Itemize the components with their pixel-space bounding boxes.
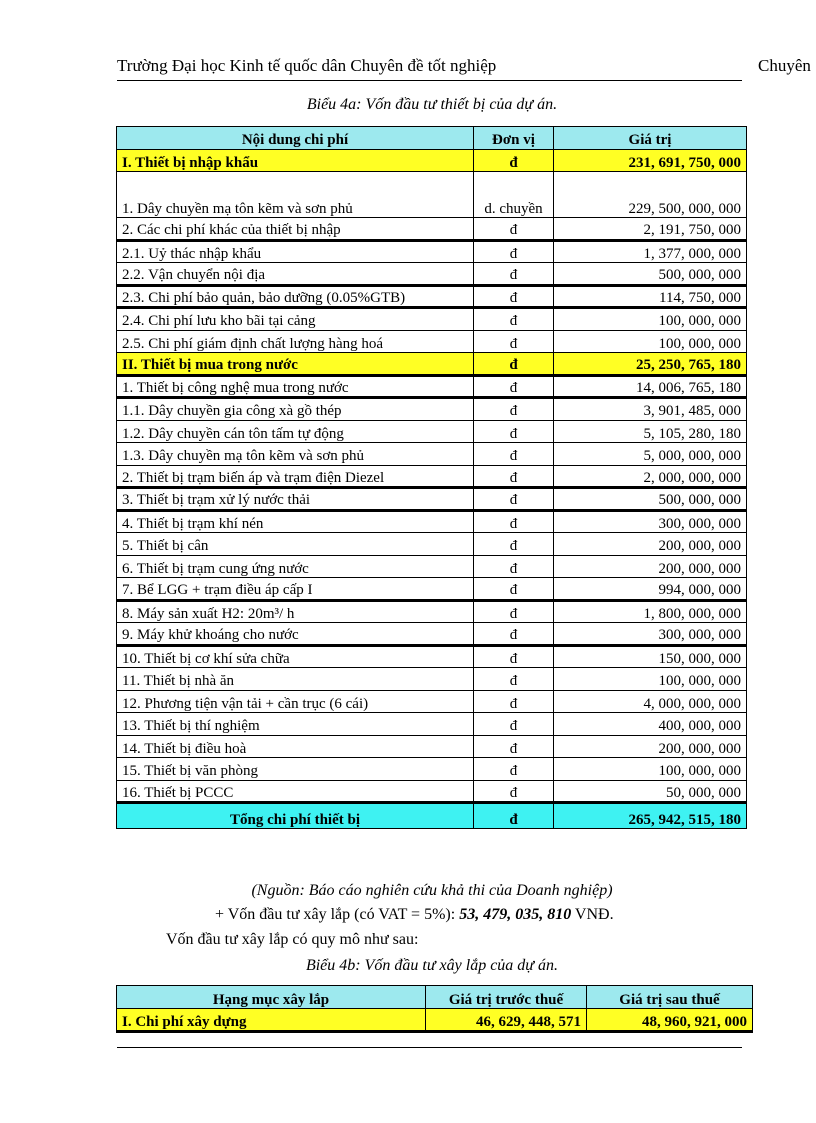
equipment-cost-table bbox=[116, 126, 747, 829]
row-label: 15. Thiết bị văn phòng bbox=[117, 758, 474, 781]
row-value: 25, 250, 765, 180 bbox=[554, 353, 747, 376]
row-unit: đ bbox=[474, 578, 554, 601]
row-unit: đ bbox=[474, 510, 554, 533]
row-unit: đ bbox=[474, 690, 554, 713]
total-row bbox=[117, 803, 747, 829]
row-value: 500, 000, 000 bbox=[554, 488, 747, 511]
table-row bbox=[117, 533, 747, 556]
col-header-before-tax: Giá trị trước thuế bbox=[426, 986, 587, 1009]
row-value: 2, 191, 750, 000 bbox=[554, 218, 747, 241]
row-label: 13. Thiết bị thí nghiệm bbox=[117, 713, 474, 736]
row-unit: đ bbox=[474, 443, 554, 466]
row-unit: đ bbox=[474, 218, 554, 241]
table-row bbox=[117, 623, 747, 646]
row-value: 1, 800, 000, 000 bbox=[554, 600, 747, 623]
row-value: 114, 750, 000 bbox=[554, 285, 747, 308]
row-value: 100, 000, 000 bbox=[554, 308, 747, 331]
table-row bbox=[117, 668, 747, 691]
table-row bbox=[117, 645, 747, 668]
table-row bbox=[117, 420, 747, 443]
header-rule bbox=[117, 80, 742, 81]
row-unit: đ bbox=[474, 330, 554, 353]
row-unit: đ bbox=[474, 308, 554, 331]
intro-text: Vốn đầu tư xây lắp có quy mô như sau: bbox=[166, 931, 419, 948]
row-label: 5. Thiết bị cân bbox=[117, 533, 474, 556]
row-value: 4, 000, 000, 000 bbox=[554, 690, 747, 713]
row-label: II. Thiết bị mua trong nước bbox=[117, 353, 474, 376]
table-b-caption: Biểu 4b: Vốn đầu tư xây lắp của dự án. bbox=[305, 957, 559, 974]
row-value: 150, 000, 000 bbox=[554, 645, 747, 668]
col-header-item: Hạng mục xây lắp bbox=[117, 986, 426, 1009]
row-value: 200, 000, 000 bbox=[554, 555, 747, 578]
table-row bbox=[117, 172, 747, 218]
row-label: 9. Máy khử khoáng cho nước bbox=[117, 623, 474, 646]
row-unit: đ bbox=[474, 735, 554, 758]
row-label: 12. Phương tiện vận tải + cần trục (6 cái) bbox=[117, 690, 474, 713]
table-row bbox=[117, 488, 747, 511]
table-row bbox=[117, 780, 747, 803]
row-label: 1.1. Dây chuyền gia công xà gồ thép bbox=[117, 398, 474, 421]
row-unit: đ bbox=[474, 398, 554, 421]
table-row bbox=[117, 600, 747, 623]
row-unit: đ bbox=[474, 149, 554, 172]
col-header-unit: Đơn vị bbox=[474, 127, 554, 150]
row-label: 2.4. Chi phí lưu kho bãi tại cảng bbox=[117, 308, 474, 331]
row-before-tax: 46, 629, 448, 571 bbox=[426, 1009, 587, 1032]
row-label: 11. Thiết bị nhà ăn bbox=[117, 668, 474, 691]
row-unit: đ bbox=[474, 668, 554, 691]
row-value: 300, 000, 000 bbox=[554, 510, 747, 533]
row-label: 2.5. Chi phí giám định chất lượng hàng hoá bbox=[117, 330, 474, 353]
table-row bbox=[117, 240, 747, 263]
table-row bbox=[117, 285, 747, 308]
row-label: I. Chi phí xây dựng bbox=[117, 1009, 426, 1032]
row-label: 3. Thiết bị trạm xử lý nước thải bbox=[117, 488, 474, 511]
row-label: 16. Thiết bị PCCC bbox=[117, 780, 474, 803]
row-label: 4. Thiết bị trạm khí nén bbox=[117, 510, 474, 533]
row-label: 1.3. Dây chuyền mạ tôn kẽm và sơn phủ bbox=[117, 443, 474, 466]
table-row bbox=[117, 308, 747, 331]
row-value: 300, 000, 000 bbox=[554, 623, 747, 646]
row-label: 2.3. Chi phí bảo quản, bảo dưỡng (0.05%GTB) bbox=[117, 285, 474, 308]
row-label: 10. Thiết bị cơ khí sửa chữa bbox=[117, 645, 474, 668]
table-row bbox=[117, 758, 747, 781]
row-unit: đ bbox=[474, 420, 554, 443]
section-row bbox=[117, 1009, 753, 1032]
capital-prefix: + Vốn đầu tư xây lắp (có VAT = 5%): bbox=[215, 906, 460, 923]
row-label: 1. Dây chuyền mạ tôn kẽm và sơn phủ bbox=[117, 172, 474, 218]
row-value: 229, 500, 000, 000 bbox=[554, 172, 747, 218]
row-value: 200, 000, 000 bbox=[554, 735, 747, 758]
row-after-tax: 48, 960, 921, 000 bbox=[587, 1009, 753, 1032]
table-row bbox=[117, 330, 747, 353]
row-unit: đ bbox=[474, 600, 554, 623]
table-row bbox=[117, 398, 747, 421]
row-value: 994, 000, 000 bbox=[554, 578, 747, 601]
row-unit: đ bbox=[474, 488, 554, 511]
col-header-value: Giá trị bbox=[554, 127, 747, 150]
table-row bbox=[117, 465, 747, 488]
col-header-after-tax: Giá trị sau thuế bbox=[587, 986, 753, 1009]
table-row bbox=[117, 713, 747, 736]
row-label: 6. Thiết bị trạm cung ứng nước bbox=[117, 555, 474, 578]
row-unit: đ bbox=[474, 375, 554, 398]
row-value: 200, 000, 000 bbox=[554, 533, 747, 556]
row-unit: đ bbox=[474, 240, 554, 263]
row-label: 7. Bể LGG + trạm điều áp cấp I bbox=[117, 578, 474, 601]
row-label: 1. Thiết bị công nghệ mua trong nước bbox=[117, 375, 474, 398]
row-label: 2. Thiết bị trạm biến áp và trạm điện Diezel bbox=[117, 465, 474, 488]
total-unit: đ bbox=[474, 803, 554, 829]
table-header-row bbox=[117, 127, 747, 150]
row-value: 14, 006, 765, 180 bbox=[554, 375, 747, 398]
row-value: 3, 901, 485, 000 bbox=[554, 398, 747, 421]
row-value: 100, 000, 000 bbox=[554, 330, 747, 353]
construction-cost-table bbox=[116, 985, 753, 1033]
table-row bbox=[117, 578, 747, 601]
row-unit: đ bbox=[474, 780, 554, 803]
header-right-text: Chuyên bbox=[758, 56, 811, 75]
table-row bbox=[117, 218, 747, 241]
row-value: 50, 000, 000 bbox=[554, 780, 747, 803]
table-row bbox=[117, 443, 747, 466]
row-unit: đ bbox=[474, 713, 554, 736]
row-label: 2. Các chi phí khác của thiết bị nhập bbox=[117, 218, 474, 241]
row-value: 400, 000, 000 bbox=[554, 713, 747, 736]
row-unit: đ bbox=[474, 555, 554, 578]
table-row bbox=[117, 555, 747, 578]
row-value: 231, 691, 750, 000 bbox=[554, 149, 747, 172]
row-label: 2.1. Uỷ thác nhập khẩu bbox=[117, 240, 474, 263]
row-unit: đ bbox=[474, 533, 554, 556]
row-label: 2.2. Vận chuyển nội địa bbox=[117, 263, 474, 286]
row-value: 2, 000, 000, 000 bbox=[554, 465, 747, 488]
table-row bbox=[117, 690, 747, 713]
row-value: 500, 000, 000 bbox=[554, 263, 747, 286]
header-title: Trường Đại học Kinh tế quốc dân Chuyên đề tốt nghiệp bbox=[117, 56, 497, 75]
footer-rule bbox=[117, 1047, 742, 1048]
capital-suffix: VNĐ. bbox=[571, 906, 614, 923]
section-row bbox=[117, 353, 747, 376]
row-label: 1.2. Dây chuyền cán tôn tấm tự động bbox=[117, 420, 474, 443]
row-value: 5, 000, 000, 000 bbox=[554, 443, 747, 466]
total-label: Tổng chi phí thiết bị bbox=[117, 803, 474, 829]
total-value: 265, 942, 515, 180 bbox=[554, 803, 747, 829]
row-value: 1, 377, 000, 000 bbox=[554, 240, 747, 263]
row-unit: đ bbox=[474, 263, 554, 286]
row-unit: đ bbox=[474, 285, 554, 308]
capital-amount: 53, 479, 035, 810 bbox=[459, 906, 572, 923]
page-header bbox=[117, 52, 816, 82]
col-header-content: Nội dung chi phí bbox=[117, 127, 474, 150]
row-unit: đ bbox=[474, 353, 554, 376]
construction-capital-note bbox=[215, 906, 614, 924]
table-row bbox=[117, 510, 747, 533]
table-row bbox=[117, 375, 747, 398]
row-unit: đ bbox=[474, 645, 554, 668]
row-label: 14. Thiết bị điều hoà bbox=[117, 735, 474, 758]
table-row bbox=[117, 263, 747, 286]
section-row bbox=[117, 149, 747, 172]
row-unit: đ bbox=[474, 758, 554, 781]
row-value: 100, 000, 000 bbox=[554, 668, 747, 691]
table-a-caption: Biểu 4a: Vốn đầu tư thiết bị của dự án. bbox=[306, 96, 558, 113]
row-label: I. Thiết bị nhập khẩu bbox=[117, 149, 474, 172]
row-unit: d. chuyền bbox=[474, 172, 554, 218]
row-unit: đ bbox=[474, 465, 554, 488]
table-row bbox=[117, 735, 747, 758]
row-value: 5, 105, 280, 180 bbox=[554, 420, 747, 443]
table-header-row bbox=[117, 986, 753, 1009]
row-label: 8. Máy sản xuất H2: 20m³/ h bbox=[117, 600, 474, 623]
source-note: (Nguồn: Báo cáo nghiên cứu khả thi của Doanh nghiệp) bbox=[251, 882, 613, 899]
row-value: 100, 000, 000 bbox=[554, 758, 747, 781]
row-unit: đ bbox=[474, 623, 554, 646]
